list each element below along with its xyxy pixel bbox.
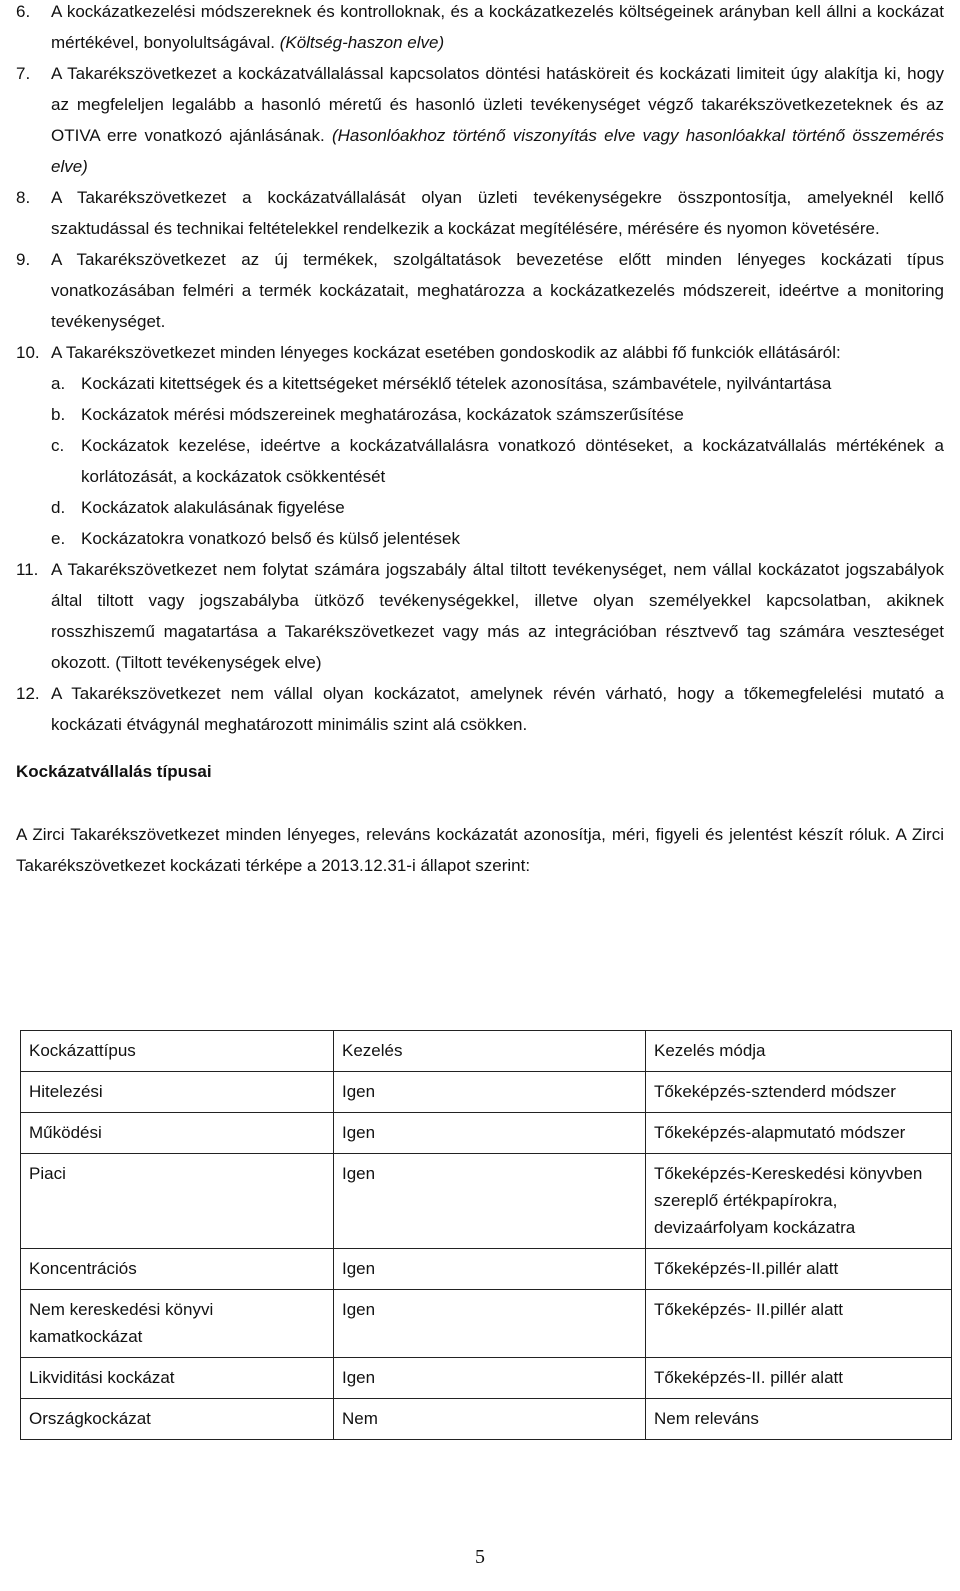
- item-text: A kockázatkezelési módszereknek és kontrolloknak, és a kockázatkezelés költségeinek arányban kell állni a kockázat mértékével, bonyolultságával.: [51, 2, 944, 52]
- risk-map-table: [20, 1030, 952, 1440]
- table-cell: Tőkeképzés-II.pillér alatt: [646, 1249, 952, 1290]
- item-number: 9.: [16, 250, 31, 269]
- sub-list-item: [51, 430, 944, 492]
- sub-item-text: Kockázati kitettségek és a kitettségeket mérséklő tételek azonosítása, számbavétele, nyilvántartása: [81, 374, 832, 393]
- item-number: 11.: [16, 560, 39, 579]
- table-cell: Nem kereskedési könyvi kamatkockázat: [21, 1290, 334, 1358]
- table-cell: Tőkeképzés-Kereskedési könyvben szereplő értékpapírokra, devizaárfolyam kockázatra: [646, 1154, 952, 1249]
- sub-item-letter: c.: [51, 436, 65, 455]
- list-item: [16, 678, 944, 740]
- item-text: A Takarékszövetkezet a kockázatvállalással kapcsolatos döntési hatásköreit és kockázati limiteit úgy alakítja ki, hogy az megfeleljen legalább a hasonló méretű és hasonló üzleti tevékenységet végző takarékszövetkezeteknek és az OTIVA erre vonatkozó ajánlásának.: [51, 64, 944, 145]
- sub-list-item: [51, 492, 944, 523]
- sub-item-text: Kockázatokra vonatkozó belső és külső jelentések: [81, 529, 460, 548]
- table-header-cell: Kezelés: [334, 1031, 646, 1072]
- table-row: [21, 1290, 952, 1358]
- item-text: A Takarékszövetkezet minden lényeges kockázat esetében gondoskodik az alábbi fő funkciók ellátásáról:: [51, 343, 841, 362]
- table-row: [21, 1072, 952, 1113]
- item-number: 7.: [16, 64, 31, 83]
- item-principle: (Hasonlóakhoz történő viszonyítás elve vagy hasonlóakkal történő összemérés elve): [51, 126, 944, 176]
- sub-item-text: Kockázatok kezelése, ideértve a kockázatvállalásra vonatkozó döntéseket, a kockázatvállalás mértékének a korlátozását, a kockázatok csökkentését: [81, 436, 944, 486]
- table-cell: Koncentrációs: [21, 1249, 334, 1290]
- list-item: [16, 554, 944, 678]
- table-cell: Piaci: [21, 1154, 334, 1249]
- table-row: [21, 1154, 952, 1249]
- sub-item-text: Kockázatok mérési módszereinek meghatározása, kockázatok számszerűsítése: [81, 405, 684, 424]
- table-cell: Igen: [334, 1249, 646, 1290]
- table-cell: Nem: [334, 1399, 646, 1440]
- table-cell: Nem releváns: [646, 1399, 952, 1440]
- table-cell: Tőkeképzés-II. pillér alatt: [646, 1358, 952, 1399]
- table-cell: Hitelezési: [21, 1072, 334, 1113]
- sub-list-item: [51, 368, 944, 399]
- table-row: [21, 1399, 952, 1440]
- item-text: A Takarékszövetkezet nem vállal olyan kockázatot, amelynek révén várható, hogy a tőkemegfelelési mutató a kockázati étvágynál meghatározott minimális szint alá csökken.: [51, 684, 944, 734]
- sub-item-letter: a.: [51, 374, 66, 393]
- list-item: [16, 182, 944, 244]
- table-cell: Igen: [334, 1290, 646, 1358]
- table-row: [21, 1358, 952, 1399]
- item-number: 10.: [16, 343, 40, 362]
- page-number: 5: [475, 1546, 485, 1568]
- sub-item-letter: d.: [51, 498, 66, 517]
- item-text: A Takarékszövetkezet az új termékek, szolgáltatások bevezetése előtt minden lényeges kockázati típus vonatkozásában felméri a termék kockázatait, meghatározza a kockázatkezelés módszereit, ideértve a monitoring tevékenységet.: [51, 250, 944, 331]
- table-cell: Tőkeképzés-alapmutató módszer: [646, 1113, 952, 1154]
- principles-list: [16, 0, 944, 881]
- item-text: A Takarékszövetkezet a kockázatvállalását olyan üzleti tevékenységekre összpontosítja, amelyeknél kellő szaktudással és technikai feltételekkel rendelkezik a kockázat megítélésére, mérésére és nyomon követésére.: [51, 188, 944, 238]
- item-number: 6.: [16, 2, 31, 21]
- list-item: [16, 58, 944, 182]
- item-number: 12.: [16, 684, 40, 703]
- sub-item-letter: b.: [51, 405, 66, 424]
- sub-item-letter: e.: [51, 529, 66, 548]
- table-cell: Igen: [334, 1154, 646, 1249]
- sub-list-item: [51, 399, 944, 430]
- sub-list: [51, 368, 944, 554]
- table-cell: Igen: [334, 1113, 646, 1154]
- intro-paragraph: A Zirci Takarékszövetkezet minden lényeges, releváns kockázatát azonosítja, méri, figyeli és jelentést készít róluk. A Zirci Takarékszövetkezet kockázati térképe a 2013.12.31-i állapot szerint:: [16, 825, 944, 875]
- table-cell: Igen: [334, 1072, 646, 1113]
- table-header-cell: Kezelés módja: [646, 1031, 952, 1072]
- item-principle: (Költség-haszon elve): [279, 33, 445, 52]
- table-cell: Tőkeképzés- II.pillér alatt: [646, 1290, 952, 1358]
- section-heading: Kockázatvállalás típusai: [16, 762, 212, 781]
- sub-list-item: [51, 523, 944, 554]
- item-text: A Takarékszövetkezet nem folytat számára jogszabály által tiltott tevékenységet, nem vállal kockázatot jogszabályok által tiltott vagy jogszabályba ütköző tevékenységekkel, illetve olyan személyekkel kapcsolatban, akiknek rosszhiszemű magatartása a Takarékszövetkezet vagy más az integrációban résztvevő tag számára veszteséget okozott. (Tiltott tevékenységek elve): [51, 560, 944, 672]
- table-cell: Likviditási kockázat: [21, 1358, 334, 1399]
- table-cell: Működési: [21, 1113, 334, 1154]
- table-header-row: [21, 1031, 952, 1072]
- table-header-cell: Kockázattípus: [21, 1031, 334, 1072]
- list-item: [16, 337, 944, 368]
- table-cell: Tőkeképzés-sztenderd módszer: [646, 1072, 952, 1113]
- table-row: [21, 1113, 952, 1154]
- item-number: 8.: [16, 188, 31, 207]
- table-row: [21, 1249, 952, 1290]
- list-item: [16, 0, 944, 58]
- list-item: [16, 244, 944, 337]
- table-cell: Országkockázat: [21, 1399, 334, 1440]
- table-cell: Igen: [334, 1358, 646, 1399]
- sub-item-text: Kockázatok alakulásának figyelése: [81, 498, 345, 517]
